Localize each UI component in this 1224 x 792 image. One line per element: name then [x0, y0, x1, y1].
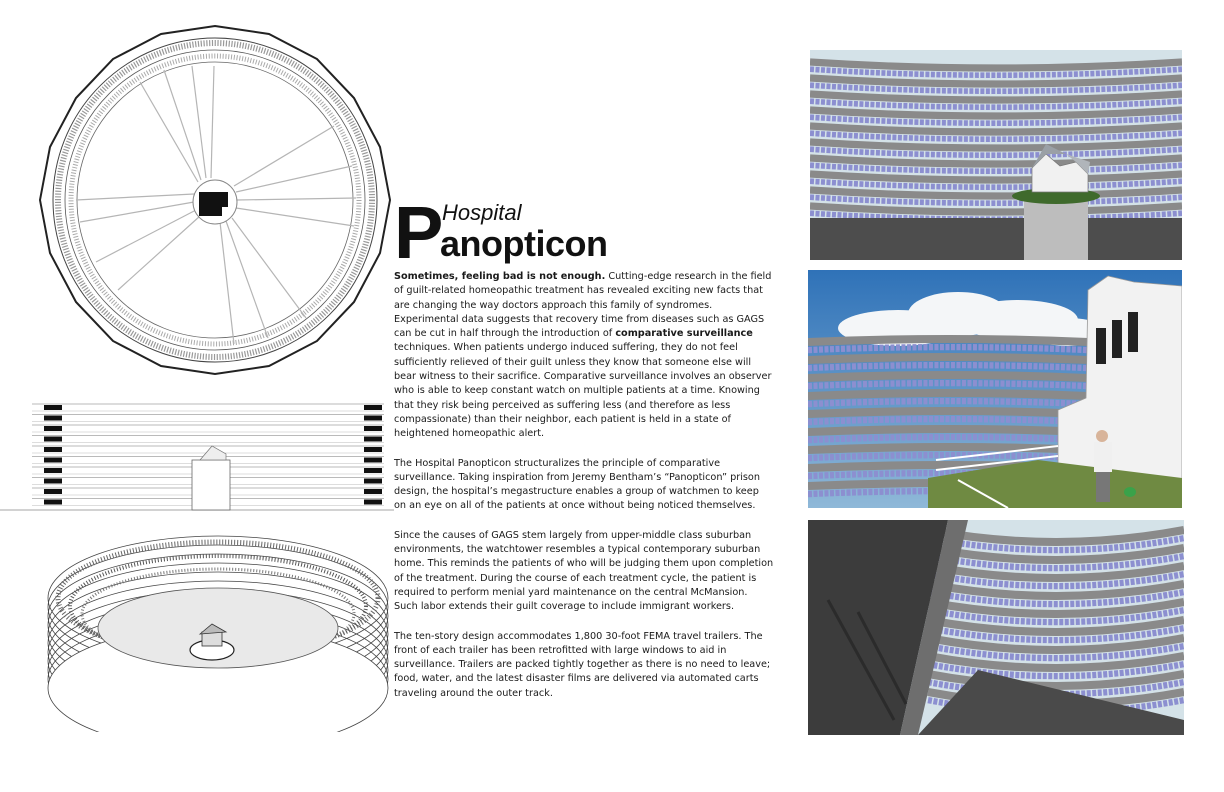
render-yard-maintenance	[808, 270, 1182, 508]
body-text	[394, 270, 774, 716]
paragraph-intro	[394, 270, 774, 442]
paragraph-intro-b: techniques. When patients undergo induced suffering, they do not feel sufficiently relieved of their guilt unless they know that someone else will bear witness to their sacrifice. Comparative surveillance involves an observer who is able to keep constant watch on multiple patients at a time. Knowing that they risk being perceived as suffering less (and therefore as less compassionate) than their neighbor, each patient is held in a state of heightened homeopathic alert.	[394, 342, 772, 440]
paragraph-watchtower: Since the causes of GAGS stem largely from upper-middle class suburban environments, the watchtower resembles a typical contemporary suburban home. This reminds the patients of who will be judging them upon completion of the treatment. During the course of each treatment cycle, the patient is required to perform menial yard maintenance on the central McMansion. Such labor extends their guilt coverage to include immigrant workers.	[394, 529, 774, 613]
watchtower-plan	[193, 180, 237, 224]
paragraph-capacity: The ten-story design accommodates 1,800 30-foot FEMA travel trailers. The front of each trailer has been retrofitted with large windows to aid in surveillance. Trailers are packed tightly together as there is no need to leave; food, water, and the latest disaster films are delivered via automated carts traveling around the outer track.	[394, 630, 771, 699]
render-outer-track	[808, 520, 1184, 735]
paragraph-intro-a: Cutting-edge research in the field of guilt-related homeopathic treatment has revealed exciting new facts that are changing the way doctors approach this family of syndromes. Experimental data suggests that recovery time from diseases such as GAGS can be cut in half through the introduction of	[394, 271, 772, 340]
title-initial: P	[394, 191, 442, 274]
title-hospital: Hospital	[442, 200, 522, 225]
axo-courtyard	[98, 588, 338, 668]
paragraph-intro-lead: Sometimes, feeling bad is not enough.	[394, 271, 606, 282]
section-watchtower	[192, 446, 230, 510]
title-block	[394, 191, 654, 274]
title-panopticon: anopticon	[440, 223, 608, 264]
paragraph-intro-emphasis: comparative surveillance	[615, 328, 753, 340]
paragraph-structure: The Hospital Panopticon structuralizes the principle of comparative surveillance. Taking inspiration from Jeremy Bentham’s “Panopticon” prison design, the hospital’s megastructure enables a group of watchmen to keep on an eye on all of the patients at once without being noticed themselves.	[394, 457, 761, 512]
render-watchtower-view	[810, 50, 1182, 260]
section-drawing	[0, 398, 394, 516]
plan-drawing	[36, 22, 394, 378]
axonometric-drawing	[40, 520, 394, 732]
